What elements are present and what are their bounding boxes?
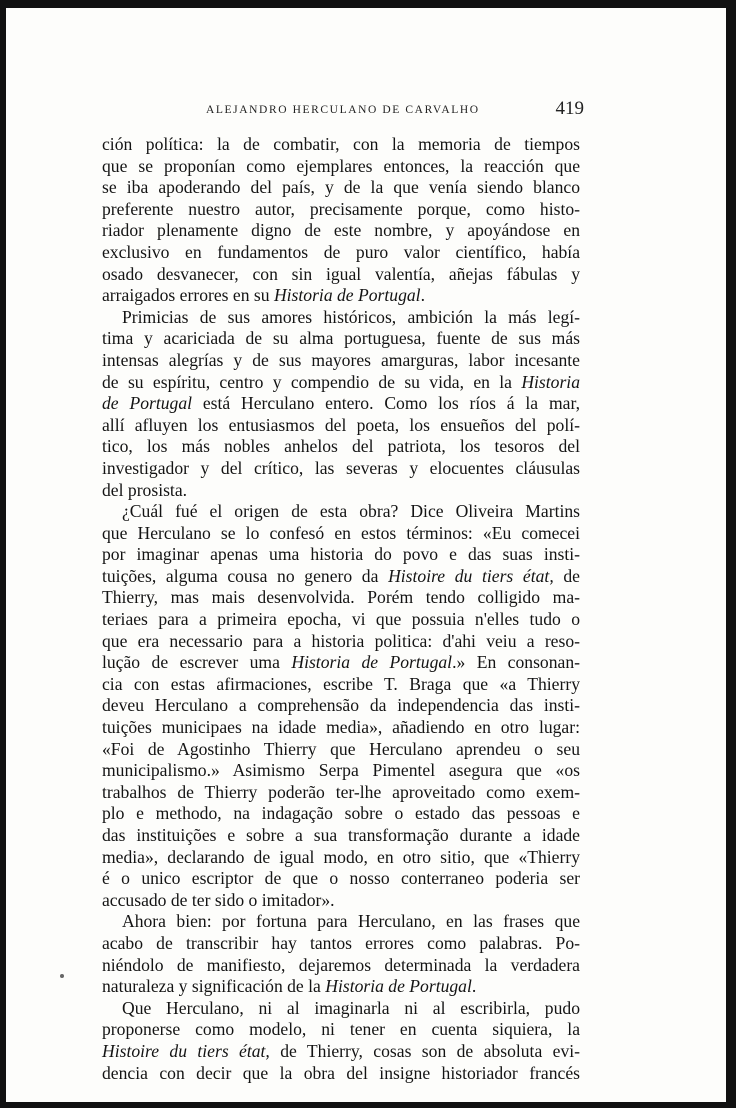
text-run: das instituições e sobre a sua transformação durante a idade: [102, 825, 580, 845]
text-run: accusado de ter sido o imitador».: [102, 889, 335, 910]
text-line: [102, 177, 580, 199]
text-run: del prosista.: [102, 479, 188, 500]
text-run: ción política: la de combatir, con la memoria de tiempos: [102, 134, 580, 154]
text-run: que se proponían como ejemplares entonces, la reacción que: [102, 155, 580, 176]
text-run: de su espíritu, centro y compendio de su vida, en la: [102, 371, 522, 392]
italic-title: Historia de Portugal: [273, 285, 421, 306]
text-line: [102, 933, 580, 955]
text-run: que Herculano se lo confesó en estos términos: «Eu comecei: [102, 522, 580, 543]
text-line: [102, 587, 580, 609]
text-run: se iba apoderando del país, y de la que venía siendo blanco: [102, 177, 580, 198]
italic-title: de Portugal: [102, 393, 192, 414]
text-run: de Thierry, cosas son de absoluta evi-: [269, 1040, 580, 1061]
text-line: [102, 285, 580, 307]
text-run: investigador y del crítico, las severas y elocuentes cláusulas: [102, 457, 580, 478]
text-run: proponerse como modelo, ni tener en cuenta siquiera, la: [102, 1019, 580, 1040]
text-line: [102, 998, 580, 1020]
text-line: [102, 695, 580, 717]
italic-title: Histoire du tiers état,: [388, 565, 554, 586]
text-line: [102, 631, 580, 653]
text-run: tima y acariciada de su alma portuguesa, fuente de sus más: [102, 328, 580, 349]
text-run: «Foi de Agostinho Thierry que Herculano aprendeu o seu: [102, 738, 580, 759]
print-speck: [60, 974, 64, 978]
italic-title: Historia de Portugal: [325, 976, 472, 997]
text-run: Que Herculano, ni al imaginarla ni al escribirla, pudo: [122, 997, 580, 1018]
text-line: [102, 242, 580, 264]
text-line: [102, 415, 580, 437]
text-run: .» En consonan-: [452, 652, 580, 673]
text-line: [102, 890, 580, 912]
text-line: [102, 782, 580, 804]
running-title: ALEJANDRO HERCULANO DE CARVALHO: [206, 104, 480, 116]
italic-title: Historia de Portugal: [291, 652, 453, 673]
text-run: intensas alegrías y de sus mayores amarguras, labor incesante: [102, 349, 580, 370]
text-line: [102, 674, 580, 696]
text-run: Ahora bien: por fortuna para Herculano, en las frases que: [122, 911, 580, 932]
text-line: [102, 544, 580, 566]
text-run: está Herculano entero. Como los ríos á la mar,: [192, 393, 580, 414]
text-run: exclusivo en fundamentos de puro valor científico, había: [102, 241, 580, 262]
text-run: tico, los más nobles anhelos del patriota, los tesoros del: [102, 436, 580, 457]
italic-title: Historia: [521, 371, 580, 392]
text-line: [102, 566, 580, 588]
text-line: [102, 372, 580, 394]
text-run: .: [471, 976, 477, 997]
text-run: cia con estas afirmaciones, escribe T. Braga que «a Thierry: [102, 673, 580, 694]
text-run: por imaginar apenas uma historia do povo e das suas insti-: [102, 544, 580, 565]
text-run: allí afluyen los entusiasmos del poeta, los ensueños del polí-: [102, 414, 580, 435]
page-number: 419: [555, 98, 584, 119]
text-line: [102, 264, 580, 286]
text-line: [102, 652, 580, 674]
text-line: [102, 134, 580, 156]
text-run: dencia con decir que la obra del insigne historiador francés: [102, 1062, 580, 1083]
text-line: [102, 436, 580, 458]
text-run: media», declarando de igual modo, en otro sitio, que «Thierry: [102, 846, 580, 867]
text-run: riador plenamente digno de este nombre, y apoyándose en: [102, 220, 580, 241]
text-line: [102, 955, 580, 977]
text-line: [102, 1041, 580, 1063]
text-run: trabalhos de Thierry poderão ter-lhe aproveitado como exem-: [102, 781, 580, 802]
text-line: [102, 739, 580, 761]
italic-title: Histoire du tiers état,: [102, 1040, 270, 1061]
text-line: [102, 199, 580, 221]
text-run: osado desvanecer, con sin igual valentía, añejas fábulas y: [102, 263, 580, 284]
text-run: tuições, alguma cousa no genero da: [102, 565, 389, 586]
text-run: lução de escrever uma: [102, 652, 292, 673]
text-run: naturaleza y significación de la: [102, 976, 326, 997]
body-text: [102, 134, 580, 1084]
text-run: acabo de transcribir hay tantos errores como palabras. Po-: [102, 932, 580, 953]
text-run: arraigados errores en su: [102, 285, 274, 306]
text-run: preferente nuestro autor, precisamente porque, como histo-: [102, 198, 580, 219]
text-line: [102, 1063, 580, 1085]
text-line: [102, 803, 580, 825]
text-run: é o unico escriptor de que o nosso conterraneo poderia ser: [102, 868, 580, 889]
text-run: Primicias de sus amores históricos, ambición la más legí-: [122, 306, 580, 327]
text-line: [102, 350, 580, 372]
text-line: [102, 609, 580, 631]
text-line: [102, 156, 580, 178]
page-header: [106, 94, 584, 120]
text-run: tuições municipaes na idade media», añadiendo en otro lugar:: [102, 717, 580, 738]
text-line: [102, 307, 580, 329]
text-run: .: [420, 285, 425, 306]
text-run: municipalismo.» Asimismo Serpa Pimentel asegura que «os: [102, 760, 580, 781]
text-line: [102, 825, 580, 847]
text-line: [102, 328, 580, 350]
text-line: [102, 393, 580, 415]
text-line: [102, 911, 580, 933]
text-run: ¿Cuál fué el origen de esta obra? Dice Oliveira Martins: [122, 501, 580, 522]
book-page: [6, 8, 726, 1102]
text-line: [102, 523, 580, 545]
text-run: plo e methodo, na indagação sobre o estado das pessoas e: [102, 803, 580, 824]
text-run: niéndolo de manifiesto, dejaremos determinada la verdadera: [102, 954, 580, 975]
text-line: [102, 868, 580, 890]
text-run: teriaes para a primeira epocha, vi que possuia n'elles tudo o: [102, 609, 580, 630]
text-line: [102, 220, 580, 242]
text-line: [102, 480, 580, 502]
text-line: [102, 717, 580, 739]
text-line: [102, 847, 580, 869]
text-line: [102, 501, 580, 523]
text-run: de: [553, 565, 580, 586]
text-run: Thierry, mas mais desenvolvida. Porém tendo colligido ma-: [102, 587, 580, 608]
text-line: [102, 1019, 580, 1041]
text-line: [102, 760, 580, 782]
text-line: [102, 976, 580, 998]
text-run: deveu Herculano a comprehensão da independencia das insti-: [102, 695, 580, 716]
text-line: [102, 458, 580, 480]
text-run: que era necessario para a historia politica: d'ahi veiu a reso-: [102, 630, 580, 651]
